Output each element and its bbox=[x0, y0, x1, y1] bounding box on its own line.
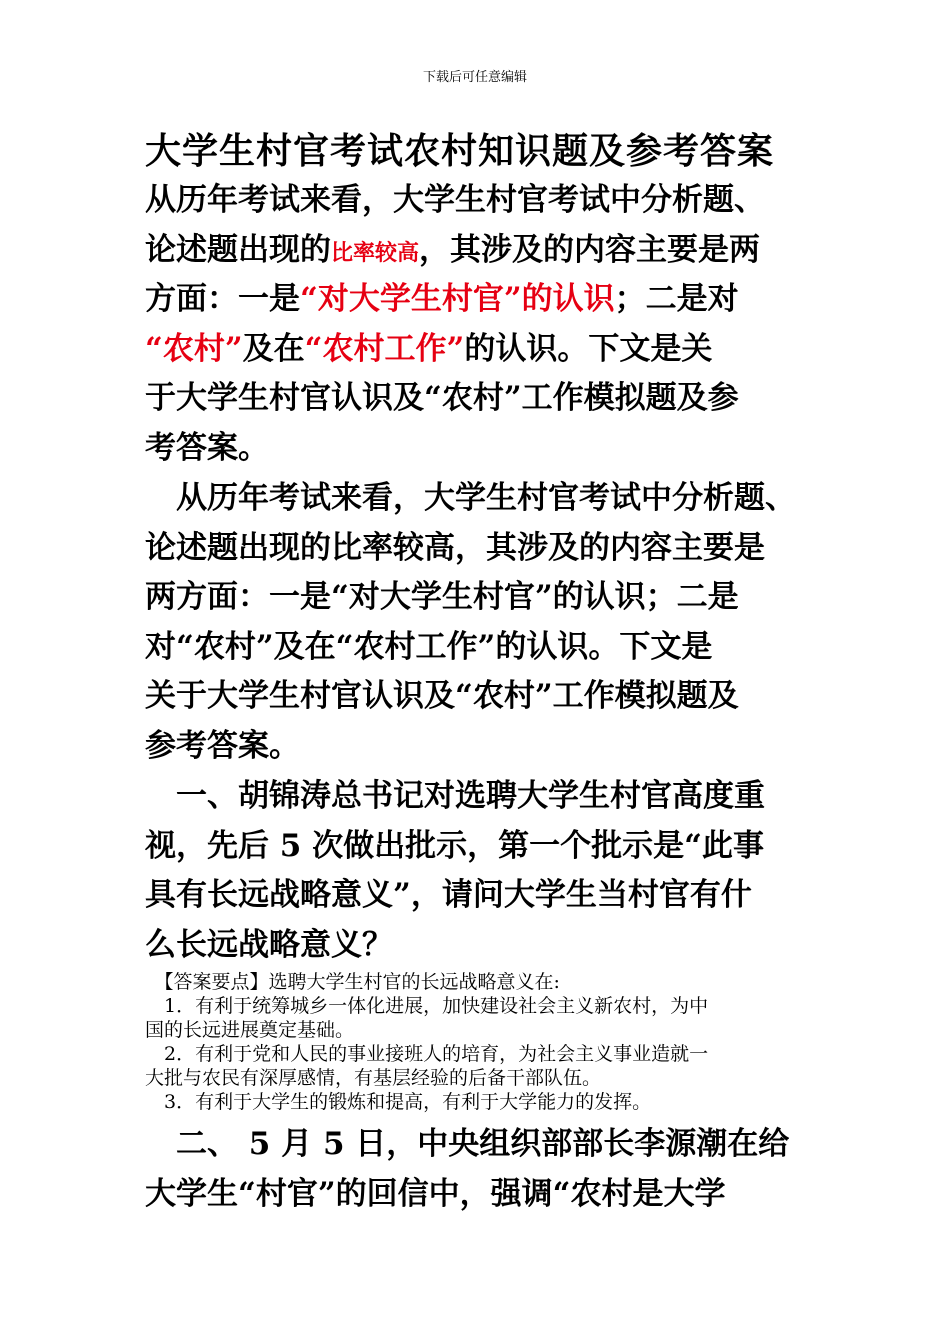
text-line: 论述题出现的比率较高，其涉及的内容主要是两 bbox=[145, 231, 761, 268]
text-line: 一、胡锦涛总书记对选聘大学生村官高度重 bbox=[145, 778, 765, 814]
text-line: 对“农村”及在“农村工作”的认识。下文是 bbox=[145, 628, 713, 665]
text-line: 从历年考试来看，大学生村官考试中分析题、 bbox=[145, 182, 765, 218]
page-header: 下载后可任意编辑 bbox=[422, 70, 527, 85]
text-line: 1．有利于统筹城乡一体化进展，加快建设社会主义新农村，为中 bbox=[145, 995, 709, 1017]
question-1 bbox=[145, 772, 825, 970]
text-line: 大学生“村官”的回信中，强调“农村是大学 bbox=[145, 1175, 726, 1212]
text-line: 两方面：一是“对大学生村官”的认识；二是 bbox=[145, 579, 739, 615]
text-line: 【答案要点】选聘大学生村官的长远战略意义在: bbox=[145, 971, 560, 993]
text-line: 国的长远进展奠定基础。 bbox=[145, 1019, 355, 1041]
text-line: “农村”及在“农村工作”的认识。下文是关 bbox=[145, 330, 713, 367]
text-line: 于大学生村官认识及“农村”工作模拟题及参 bbox=[145, 380, 739, 416]
text-line: 方面：一是“对大学生村官”的认识；二是对 bbox=[145, 281, 739, 317]
question-2 bbox=[145, 1120, 825, 1219]
text-line: 大批与农民有深厚感情，有基层经验的后备干部队伍。 bbox=[145, 1067, 602, 1089]
intro-paragraph bbox=[145, 474, 825, 771]
text-line: 二、 5 月 5 日，中央组织部部长李源潮在给 bbox=[145, 1126, 790, 1162]
highlighted-text: 比率较高 bbox=[331, 239, 420, 266]
highlighted-text: “对大学生村官”的认识 bbox=[300, 281, 615, 317]
text-line: 视，先后 5 次做出批示，第一个批示是“此事 bbox=[145, 827, 764, 864]
page-title: 大学生村官考试农村知识题及参考答案 bbox=[145, 130, 775, 172]
text-line: 3．有利于大学生的锻炼和提高，有利于大学能力的发挥。 bbox=[145, 1091, 652, 1113]
answer-points bbox=[145, 970, 825, 1114]
highlighted-text: “农村” bbox=[145, 330, 243, 367]
intro-paragraph-highlighted bbox=[145, 176, 825, 473]
text-line: 考答案。 bbox=[145, 429, 269, 466]
text-line: 从历年考试来看，大学生村官考试中分析题、 bbox=[145, 480, 796, 516]
text-line: 具有长远战略意义”，请问大学生当村官有什 bbox=[145, 877, 752, 913]
highlighted-text: “农村工作” bbox=[304, 330, 465, 367]
text-line: 参考答案。 bbox=[145, 727, 300, 764]
text-line: 论述题出现的比率较高，其涉及的内容主要是 bbox=[145, 529, 765, 566]
text-line: 关于大学生村官认识及“农村”工作模拟题及 bbox=[145, 678, 739, 714]
text-line: 么长远战略意义？ bbox=[145, 926, 393, 963]
text-line: 2．有利于党和人民的事业接班人的培育，为社会主义事业造就一 bbox=[145, 1043, 709, 1065]
